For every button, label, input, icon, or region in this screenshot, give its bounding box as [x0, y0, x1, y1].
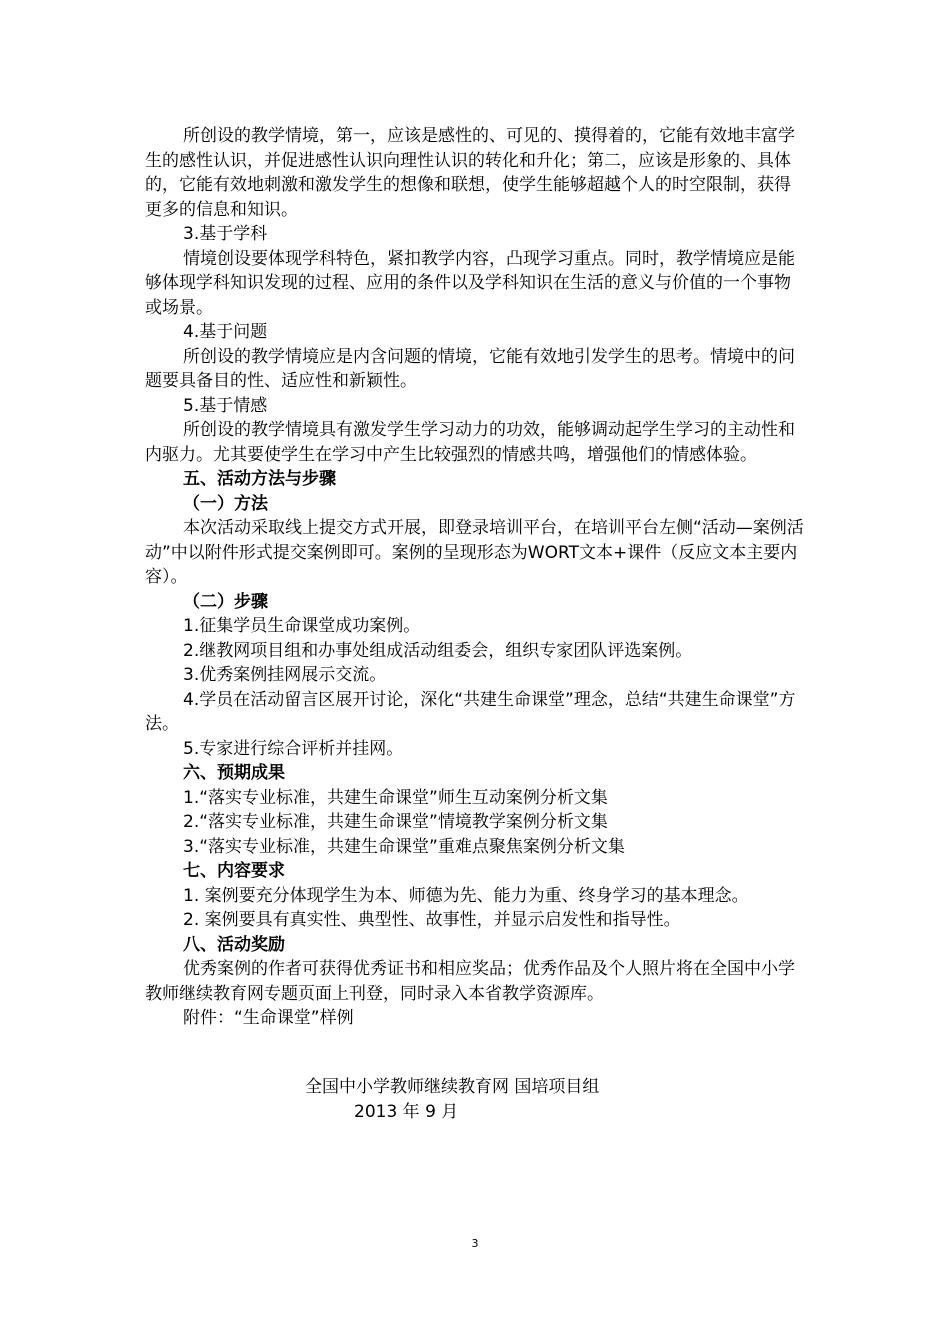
section-heading: 八、活动奖励 [183, 934, 285, 955]
subsection-heading: （二）步骤 [183, 591, 268, 612]
paragraph: 所创设的教学情境应是内含问题的情境，它能有效地引发学生的思考。情境中的问题要具备目的性、适应性和新颖性。 [145, 346, 795, 391]
subsection-heading: （一）方法 [183, 493, 268, 514]
list-item: 2.“落实专业标准，共建生命课堂”情境教学案例分析文集 [183, 812, 608, 832]
section-heading: 六、预期成果 [183, 763, 285, 783]
subheading: 5.基于情感 [183, 395, 268, 416]
list-item: 5.专家进行综合评析并挂网。 [183, 738, 404, 759]
paragraph: 所创设的教学情境具有激发学生学习动力的功效，能够调动起学生学习的主动性和内驱力。尤其要使学生在学习中产生比较强烈的情感共鸣，增强他们的情感体验。 [145, 420, 795, 465]
page-number: 3 [471, 1237, 479, 1250]
paragraph: 情境创设要体现学科特色，紧扣教学内容，凸现学习重点。同时，教学情境应是能够体现学科知识发现的过程、应用的条件以及学科知识在生活的意义与价值的一个事物或场景。 [145, 248, 795, 318]
section-heading: 七、内容要求 [183, 861, 285, 881]
paragraph: 所创设的教学情境，第一，应该是感性的、可见的、摸得着的，它能有效地丰富学生的感性认识，并促进感性认识向理性认识的转化和升化；第二，应该是形象的、具体的，它能有效地刺激和激发学生的想像和联想，使学生能够超越个人的时空限制，获得更多的信息和知识。 [145, 126, 795, 220]
paragraph: 本次活动采取线上提交方式开展，即登录培训平台，在培训平台左侧“活动—案例活动”中以附件形式提交案例即可。案例的呈现形态为WORT文本+课件（反应文本主要内容）。 [145, 518, 804, 587]
list-item: 3.优秀案例挂网展示交流。 [183, 665, 387, 685]
signature-org: 全国中小学教师继续教育网 国培项目组 [305, 1077, 600, 1097]
signature-date: 2013 年 9 月 [354, 1102, 459, 1122]
list-item: 1. 案例要充分体现学生为本、师德为先、能力为重、终身学习的基本理念。 [183, 885, 749, 906]
paragraph: 优秀案例的作者可获得优秀证书和相应奖品；优秀作品及个人照片将在全国中小学教师继续教育网专题页面上刊登，同时录入本省教学资源库。 [145, 959, 795, 1004]
document-body [145, 124, 807, 1031]
list-item: 1.征集学员生命课堂成功案例。 [183, 616, 421, 636]
attachment-note: 附件：“生命课堂”样例 [183, 1008, 354, 1028]
list-item: 4.学员在活动留言区展开讨论，深化“共建生命课堂”理念，总结“共建生命课堂”方法。 [145, 689, 796, 734]
section-heading: 五、活动方法与步骤 [183, 469, 336, 489]
list-item: 2.继教网项目组和办事处组成活动组委会，组织专家团队评选案例。 [183, 640, 693, 661]
list-item: 1.“落实专业标准，共建生命课堂”师生互动案例分析文集 [183, 787, 608, 808]
list-item: 2. 案例要具有真实性、典型性、故事性，并显示启发性和指导性。 [183, 910, 681, 930]
subheading: 3.基于学科 [183, 224, 268, 244]
list-item: 3.“落实专业标准，共建生命课堂”重难点聚焦案例分析文集 [183, 836, 625, 857]
subheading: 4.基于问题 [183, 322, 268, 342]
